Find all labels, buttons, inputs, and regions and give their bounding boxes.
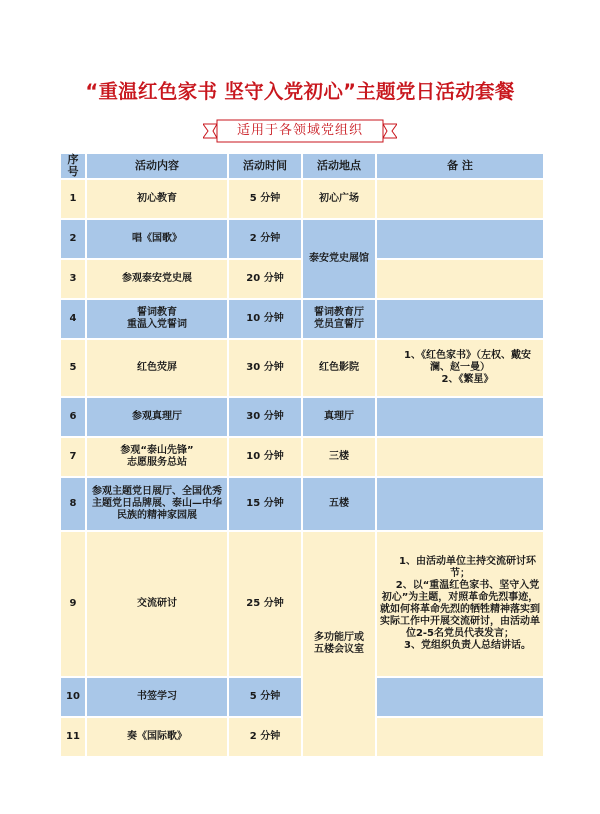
row-time: 15 分钟	[229, 478, 301, 530]
row-content: 交流研讨	[87, 532, 227, 676]
row-no: 4	[61, 300, 85, 338]
row-note	[377, 340, 543, 396]
row-note	[377, 220, 543, 258]
row-no: 6	[61, 398, 85, 436]
header-no: 序号	[61, 154, 85, 178]
row-note	[377, 398, 543, 436]
row-note	[377, 260, 543, 298]
row-place: 三楼	[303, 438, 375, 476]
table-header	[61, 154, 543, 178]
row-no: 3	[61, 260, 85, 298]
content-line: 参观“泰山先锋”	[120, 445, 194, 456]
table-row	[61, 300, 543, 338]
row-note	[377, 478, 543, 530]
row-content: 初心教育	[87, 180, 227, 218]
row-place: 五楼	[303, 478, 375, 530]
header-place: 活动地点	[303, 154, 375, 178]
table-row	[61, 532, 543, 676]
subtitle: 适用于各领域党组织	[236, 123, 363, 138]
table-row	[61, 220, 543, 258]
row-note	[377, 300, 543, 338]
content-line: 主题党日品牌展、泰山—中华	[92, 498, 222, 509]
note-line: 1、由活动单位主持交流研讨环节；	[399, 556, 536, 579]
row-no: 7	[61, 438, 85, 476]
row-note	[377, 718, 543, 756]
page-title: “重温红色家书 坚守入党初心”主题党日活动套餐	[85, 80, 515, 103]
row-content	[87, 300, 227, 338]
row-time: 2 分钟	[229, 220, 301, 258]
note-line: 3、党组织负责人总结讲话。	[404, 640, 531, 651]
row-content: 书签学习	[87, 678, 227, 716]
row-place: 红色影院	[303, 340, 375, 396]
table-row	[61, 718, 543, 756]
row-time: 10 分钟	[229, 438, 301, 476]
row-no: 2	[61, 220, 85, 258]
header-content: 活动内容	[87, 154, 227, 178]
header-note: 备 注	[377, 154, 543, 178]
table-row	[61, 180, 543, 218]
row-time: 2 分钟	[229, 718, 301, 756]
note-line: 2、《繁星》	[441, 374, 494, 385]
content-line: 重温入党誓词	[127, 319, 187, 330]
row-note	[377, 438, 543, 476]
row-time: 30 分钟	[229, 398, 301, 436]
content-line: 民族的精神家园展	[117, 510, 197, 521]
place-line: 誓词教育厅	[314, 307, 364, 318]
row-content: 参观泰安党史展	[87, 260, 227, 298]
row-note	[377, 180, 543, 218]
subtitle-banner	[203, 118, 397, 144]
row-no: 1	[61, 180, 85, 218]
row-time: 5 分钟	[229, 678, 301, 716]
table-row	[61, 398, 543, 436]
row-content	[87, 438, 227, 476]
row-time: 30 分钟	[229, 340, 301, 396]
content-line: 参观主题党日展厅、全国优秀	[92, 486, 222, 497]
row-content: 奏《国际歌》	[87, 718, 227, 756]
row-place: 泰安党史展馆	[303, 220, 375, 298]
row-time: 25 分钟	[229, 532, 301, 676]
row-place: 初心广场	[303, 180, 375, 218]
row-time: 5 分钟	[229, 180, 301, 218]
table-row	[61, 438, 543, 476]
table-row	[61, 260, 543, 298]
row-content	[87, 478, 227, 530]
row-content: 红色荧屏	[87, 340, 227, 396]
row-no: 11	[61, 718, 85, 756]
row-place	[303, 300, 375, 338]
row-content: 参观真理厅	[87, 398, 227, 436]
place-line: 五楼会议室	[314, 644, 364, 655]
row-no: 8	[61, 478, 85, 530]
row-no: 5	[61, 340, 85, 396]
row-no: 9	[61, 532, 85, 676]
content-line: 志愿服务总站	[127, 457, 187, 468]
row-place	[303, 532, 375, 756]
header-time: 活动时间	[229, 154, 301, 178]
table-row	[61, 678, 543, 716]
row-time: 10 分钟	[229, 300, 301, 338]
row-time: 20 分钟	[229, 260, 301, 298]
content-line: 誓词教育	[137, 307, 177, 318]
row-no: 10	[61, 678, 85, 716]
row-place: 真理厅	[303, 398, 375, 436]
row-note	[377, 678, 543, 716]
table-row	[61, 478, 543, 530]
note-line: 2、以“重温红色家书、坚守入党初心”为主题，对照革命先烈事迹，就如何将革命先烈的牺牲精神落实到实际工作中开展交流研讨，由活动单位2-5名党员代表发言；	[380, 580, 540, 639]
table-row	[61, 340, 543, 396]
activity-table	[59, 152, 545, 758]
row-content: 唱《国歌》	[87, 220, 227, 258]
place-line: 党员宣誓厅	[314, 319, 364, 330]
place-line: 多功能厅或	[314, 632, 364, 643]
row-note	[377, 532, 543, 676]
note-line: 1、《红色家书》（左权、戴安澜、赵一曼）	[404, 350, 531, 373]
